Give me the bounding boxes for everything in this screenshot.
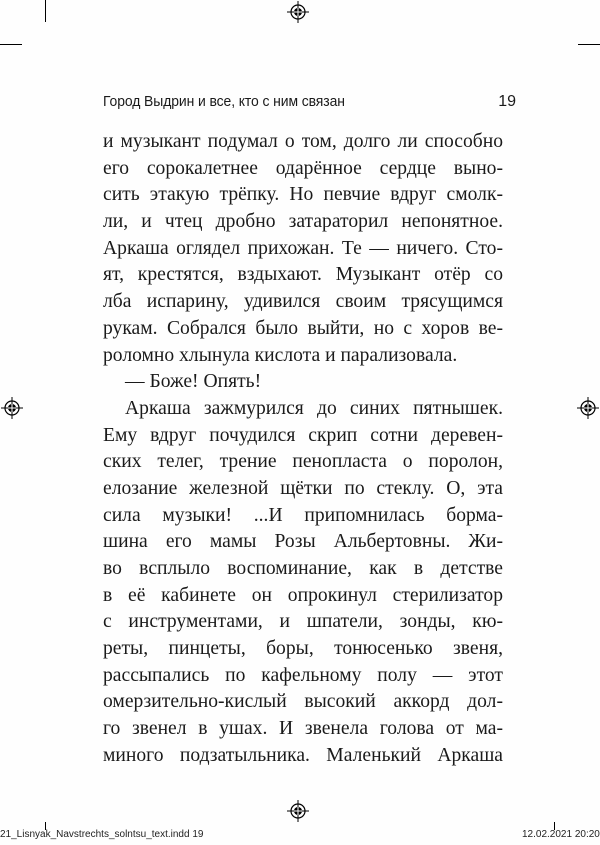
text-line: реты, пинцеты, боры, тонюсенько звеня,	[103, 638, 503, 660]
text-line: ли, и чтец дробно затараторил непонятное.	[103, 211, 503, 233]
text-line: миного подзатыльника. Маленький Аркаша	[103, 744, 503, 766]
slug-date: 12.02.2021 20:20	[522, 829, 600, 840]
text-line: его сорокалетнее одарённое сердце выно-	[103, 157, 503, 179]
text-line: го звенел в ушах. И звенела голова от ма-	[103, 718, 503, 740]
text-line: сила музыки! ...И припомнилась борма-	[103, 504, 503, 526]
text-line: с инструментами, и шпатели, зонды, кю-	[103, 611, 503, 633]
text-line: во всплыло воспоминание, как в детстве	[103, 558, 503, 579]
text-line: сить этакую трёпку. Но певчие вдруг смолк-	[103, 184, 503, 206]
registration-mark-right-icon	[577, 397, 599, 419]
body-text	[103, 129, 503, 770]
text-line: ят, крестятся, вздыхают. Музыкант отёр со	[103, 264, 503, 286]
text-line: ских телег, трение пенопласта о поролон,	[103, 451, 503, 473]
text-line: роломно хлынула кислота и парализовала.	[103, 344, 458, 366]
text-line: Аркаша оглядел прихожан. Те — ничего. Сто-	[103, 237, 503, 259]
text-line: Ему вдруг почудился скрип сотни деревен-	[103, 424, 503, 446]
page-number: 19	[498, 93, 516, 110]
registration-mark-top-icon	[287, 1, 309, 23]
running-title: Город Выдрин и все, кто с ним связан	[103, 93, 345, 110]
crop-mark-top-left-vertical	[45, 0, 46, 22]
text-line: рукам. Собрался было выйти, но с хоров ве-	[103, 317, 503, 339]
registration-mark-left-icon	[1, 397, 23, 419]
text-line: елозание железной щётки по стеклу. О, эта	[103, 477, 503, 499]
text-line: — Боже! Опять!	[125, 371, 262, 393]
text-line: рассыпались по кафельному полу — этот	[103, 664, 503, 686]
text-line: в её кабинете он опрокинул стерилизатор	[103, 584, 503, 606]
text-line: и музыкант подумал о том, долго ли способно	[103, 131, 503, 152]
page-header	[103, 93, 516, 115]
slug-file-name: 21_Lisnyak_Navstrechts_solntsu_text.indd 19	[0, 829, 204, 840]
text-line: шина его мамы Розы Альбертовны. Жи-	[103, 531, 503, 553]
crop-mark-top-right	[578, 44, 600, 45]
printer-slug	[0, 829, 600, 845]
text-line: омерзительно-кислый высокий аккорд дол-	[103, 691, 503, 713]
registration-mark-bottom-icon	[287, 800, 309, 822]
text-line: Аркаша зажмурился до синих пятнышек.	[125, 397, 503, 419]
text-line: лба испарину, удивился своим трясущимся	[103, 291, 503, 313]
crop-mark-top-left	[0, 44, 22, 45]
